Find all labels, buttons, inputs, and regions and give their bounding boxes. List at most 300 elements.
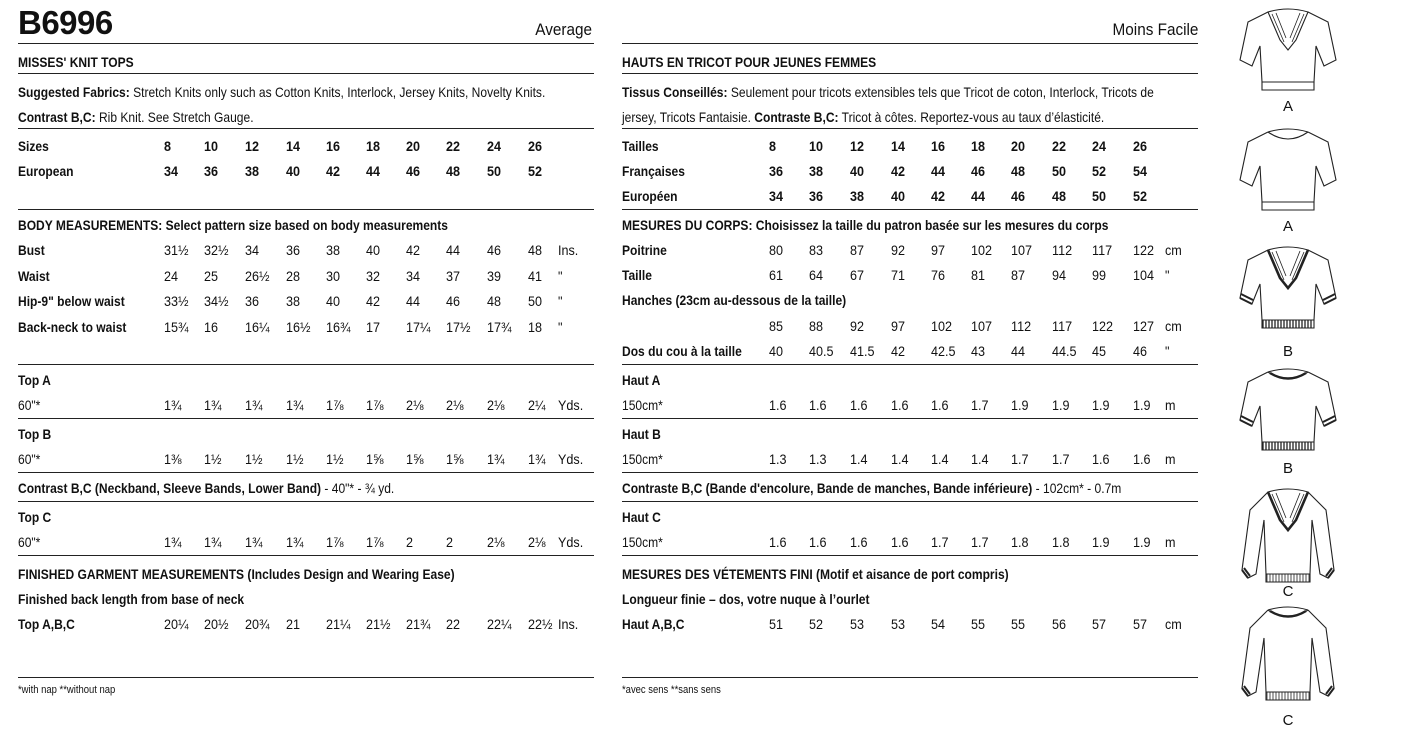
size-cell: 24 [487,138,502,154]
taille-mes-cell: 104 [1133,267,1155,283]
view-a-illustration [1238,122,1338,217]
hanches-cell: 85 [769,318,784,334]
top-b-cell: 1½ [245,451,263,467]
hanches-cell: 127 [1133,318,1155,334]
finished-cell: 20¾ [245,616,270,632]
body-cell: 36 [286,242,301,258]
poitrine-unit: cm [1165,242,1182,258]
european-label: European [18,163,74,179]
contrast-bc-en-text: - 40"* - ¾ yd. [321,480,395,496]
taille-cell: 12 [850,138,865,154]
poitrine-cell: 83 [809,242,824,258]
body-cell: 17¼ [406,318,431,335]
body-cell: 50 [528,293,543,309]
top-b-cell: 1¾ [487,451,505,467]
view-b-illustration [1238,362,1338,457]
divider-line [622,501,1198,502]
contrast-bc-en [18,480,394,496]
finished-fr-cell: 56 [1052,616,1067,632]
finished-cell: 22¼ [487,616,512,632]
finished-fr-cell: 57 [1092,616,1107,632]
body-cell: 48 [528,242,543,258]
body-cell: 32 [366,267,381,284]
finished-fr-cell: 57 [1133,616,1148,632]
taille-cell: 24 [1092,138,1107,154]
divider-line [622,128,1198,129]
finished-row-label: Top A,B,C [18,616,75,632]
divider-line [18,364,594,365]
francaise-size-cell: 42 [891,163,906,179]
haut-b-cell: 1.3 [809,451,827,467]
view-label: B [1282,343,1293,360]
european-size-cell: 42 [326,163,341,179]
dos-cell: 44.5 [1052,343,1077,359]
top-b-cell: 1½ [286,451,304,467]
taille-mes-cell: 76 [931,267,946,283]
top-b-unit: Yds. [558,451,584,467]
finished-row-label-fr: Haut A,B,C [622,616,685,632]
hanches-cell: 88 [809,318,824,334]
top-b-fabric: 60"* [18,451,41,467]
hanches-label: Hanches (23cm au-dessous de la taille) [622,292,847,308]
body-cell: 42 [366,293,381,309]
haut-b-cell: 1.6 [1133,451,1151,467]
divider-line [622,472,1198,473]
francaise-size-cell: 46 [971,163,986,179]
hanches-cell: 97 [891,318,906,334]
francaise-size-cell: 52 [1092,163,1107,179]
top-c-label: Top C [18,509,52,525]
tissus-conseilles-label: Tissus Conseillés: [622,84,728,100]
top-b-label: Top B [18,426,52,442]
dos-cell: 42.5 [931,343,956,359]
haut-b-cell: 1.4 [971,451,989,467]
hanches-cell: 117 [1052,318,1073,334]
top-c-fabric: 60"* [18,534,41,550]
haut-b-cell: 1.4 [931,451,949,467]
poitrine-cell: 80 [769,242,784,258]
european-size-cell: 34 [164,163,179,179]
europeen-size-cell: 46 [1011,188,1026,204]
body-cell: 42 [406,242,421,258]
taille-cell: 10 [809,138,824,154]
haut-a-cell: 1.6 [769,397,787,413]
body-cell: 36 [245,293,260,309]
divider-line [18,209,594,210]
body-cell: 34½ [204,293,229,309]
hanches-cell: 112 [1011,318,1032,334]
haut-c-cell: 1.6 [891,534,909,550]
taille-mes-cell: 71 [891,267,906,283]
top-b-cell: 1½ [326,451,344,467]
divider-line [18,555,594,556]
header-rule-fr [622,43,1198,44]
top-a-cell: 2⅛ [446,397,464,413]
body-cell: 28 [286,267,301,284]
top-c-cell: 1⅞ [366,534,384,550]
top-b-cell: 1⅜ [164,451,182,467]
size-cell: 14 [286,138,301,154]
poitrine-cell: 107 [1011,242,1033,258]
poitrine-cell: 117 [1092,242,1113,258]
suggested-fabrics-label: Suggested Fabrics: [18,84,130,100]
poitrine-cell: 92 [891,242,906,258]
contraste-fr [622,109,1104,125]
european-size-cell: 50 [487,163,502,179]
finished-unit: Ins. [558,616,579,632]
taille-mes-cell: 94 [1052,267,1067,283]
contraste-fr-text: Tricot à côtes. Reportez-vous au taux d’élasticité. [838,109,1105,125]
top-b-cell: 1⅝ [366,451,384,467]
dos-label: Dos du cou à la taille [622,343,742,359]
european-size-cell: 48 [446,163,461,179]
footnote-en: *with nap **without nap [18,684,116,696]
francaise-size-cell: 40 [850,163,865,179]
body-cell: 30 [326,267,341,284]
haut-a-fabric: 150cm* [622,397,663,413]
divider-line [622,555,1198,556]
haut-c-cell: 1.9 [1092,534,1110,550]
top-a-label: Top A [18,372,51,388]
poitrine-label: Poitrine [622,242,667,258]
top-c-cell: 1¾ [286,534,304,550]
body-cell: 16¾ [326,318,351,335]
body-cell: 25 [204,267,219,284]
finished-fr-cell: 53 [891,616,906,632]
divider-line [622,209,1198,210]
dos-cell: 43 [971,343,986,359]
taille-cell: 8 [769,138,777,154]
taille-mes-cell: 99 [1092,267,1107,283]
hanches-cell: 102 [931,318,953,334]
divider-line [18,677,594,678]
body-row-label: Hip-9" below waist [18,293,125,309]
body-cell: 40 [366,242,381,258]
european-size-cell: 44 [366,163,381,179]
top-a-cell: 1¾ [245,397,263,413]
finished-fr-cell: 55 [1011,616,1026,632]
body-cell: 34 [406,267,421,284]
european-size-cell: 40 [286,163,301,179]
poitrine-cell: 87 [850,242,865,258]
contrast-bc-fr [622,480,1121,496]
body-row-label: Back-neck to waist [18,318,127,335]
europeen-size-cell: 38 [850,188,865,204]
view-a-illustration [1238,2,1338,97]
europeen-size-cell: 52 [1133,188,1148,204]
size-cell: 20 [406,138,421,154]
francaise-size-cell: 50 [1052,163,1067,179]
view-label: C [1282,712,1294,729]
divider-line [622,677,1198,678]
haut-a-cell: 1.6 [809,397,827,413]
finished-cell: 21½ [366,616,391,632]
contrast-bc-en-label: Contrast B,C (Neckband, Sleeve Bands, Lower Band) [18,480,322,496]
divider-line [18,128,594,129]
footnote-fr: *avec sens **sans sens [622,684,721,696]
difficulty-level-fr: Moins Facile [1112,20,1198,39]
body-cell: 44 [446,242,461,258]
size-cell: 10 [204,138,219,154]
haut-c-cell: 1.7 [931,534,949,550]
taille-cell: 20 [1011,138,1026,154]
body-cell: 17 [366,318,381,335]
divider-line [18,73,594,74]
haut-c-cell: 1.8 [1052,534,1070,550]
tissus-conseilles-text: Seulement pour tricots extensibles tels que Tricot de coton, Interlock, Tricots de [727,84,1154,100]
top-c-cell: 2⅛ [528,534,546,550]
francaise-size-cell: 48 [1011,163,1026,179]
europeen-size-cell: 36 [809,188,824,204]
haut-a-cell: 1.6 [891,397,909,413]
dos-cell: 46 [1133,343,1148,359]
finished-cell: 21¾ [406,616,431,632]
body-unit: " [558,293,563,309]
hanches-unit: cm [1165,318,1182,334]
view-label: C [1282,583,1294,600]
haut-c-cell: 1.7 [971,534,989,550]
view-c-illustration [1238,482,1338,594]
top-c-cell: 1⅞ [326,534,344,550]
top-b-cell: 1⅝ [446,451,464,467]
haut-c-cell: 1.6 [850,534,868,550]
haut-b-cell: 1.3 [769,451,787,467]
finished-sub-fr: Longueur finie – dos, votre nuque à l’ourlet [622,591,870,607]
francaises-label: Françaises [622,163,685,179]
body-cell: 26½ [245,267,270,284]
taille-cell: 16 [931,138,946,154]
contrast-fabrics [18,109,254,125]
european-size-cell: 46 [406,163,421,179]
top-c-unit: Yds. [558,534,584,550]
body-cell: 48 [487,293,502,309]
body-cell: 41 [528,267,543,284]
finished-cell: 21 [286,616,301,632]
top-a-cell: 2⅛ [406,397,424,413]
top-c-cell: 2 [406,534,414,550]
poitrine-cell: 112 [1052,242,1073,258]
haut-b-label: Haut B [622,426,661,442]
haut-a-label: Haut A [622,372,661,388]
taille-mes-cell: 61 [769,267,784,283]
haut-c-unit: m [1165,534,1176,550]
top-c-cell: 1¾ [164,534,182,550]
divider-line [18,418,594,419]
european-size-cell: 52 [528,163,543,179]
european-size-cell: 38 [245,163,260,179]
europeen-label: Européen [622,188,678,204]
finished-cell: 21¼ [326,616,351,632]
divider-line [622,73,1198,74]
divider-line [18,472,594,473]
taille-cell: 26 [1133,138,1148,154]
finished-fr-unit: cm [1165,616,1182,632]
dos-cell: 40 [769,343,784,359]
haut-a-cell: 1.9 [1092,397,1110,413]
haut-b-cell: 1.7 [1011,451,1029,467]
size-cell: 18 [366,138,381,154]
top-b-cell: 1¾ [528,451,546,467]
finished-fr-cell: 53 [850,616,865,632]
europeen-size-cell: 40 [891,188,906,204]
top-a-cell: 2⅛ [487,397,505,413]
taille-mes-cell: 81 [971,267,986,283]
body-cell: 34 [245,242,260,258]
top-b-cell: 1½ [204,451,222,467]
body-cell: 38 [286,293,301,309]
body-cell: 17¾ [487,318,512,335]
contrast-fabrics-text: Rib Knit. See Stretch Gauge. [95,109,254,125]
taille-label: Taille [622,267,652,283]
finished-fr-cell: 54 [931,616,946,632]
hanches-cell: 92 [850,318,865,334]
poitrine-cell: 122 [1133,242,1155,258]
top-a-cell: 1¾ [204,397,222,413]
taille-mes-cell: 64 [809,267,824,283]
finished-fr-cell: 51 [769,616,784,632]
body-cell: 37 [446,267,461,284]
haut-b-fabric: 150cm* [622,451,663,467]
poitrine-cell: 97 [931,242,946,258]
hanches-cell: 122 [1092,318,1114,334]
tissus-conseilles [622,84,1154,100]
tissus-conseilles-text-2: jersey, Tricots Fantaisie. [622,109,755,125]
dos-cell: 41.5 [850,343,875,359]
top-a-cell: 2¼ [528,397,546,413]
dos-cell: 44 [1011,343,1026,359]
divider-line [18,501,594,502]
sizes-label: Sizes [18,138,49,154]
haut-c-fabric: 150cm* [622,534,663,550]
body-row-label: Bust [18,242,45,258]
top-c-cell: 2 [446,534,454,550]
body-cell: 39 [487,267,502,284]
haut-c-cell: 1.8 [1011,534,1029,550]
haut-a-cell: 1.9 [1052,397,1070,413]
body-cell: 15¾ [164,318,189,335]
body-cell: 24 [164,267,179,284]
haut-a-cell: 1.9 [1011,397,1029,413]
body-measurements-heading: BODY MEASUREMENTS: Select pattern size based on body measurements [18,217,448,233]
contraste-fr-label: Contraste B,C: [754,109,839,125]
haut-a-cell: 1.6 [931,397,949,413]
finished-fr-cell: 55 [971,616,986,632]
size-cell: 26 [528,138,543,154]
haut-a-cell: 1.6 [850,397,868,413]
body-cell: 31½ [164,242,189,258]
dos-cell: 45 [1092,343,1107,359]
taille-cell: 14 [891,138,906,154]
size-cell: 22 [446,138,461,154]
haut-c-cell: 1.9 [1133,534,1151,550]
body-cell: 17½ [446,318,471,335]
body-cell: 33½ [164,293,189,309]
divider-line [622,418,1198,419]
europeen-size-cell: 50 [1092,188,1107,204]
top-c-cell: 2⅛ [487,534,505,550]
header-rule-en [18,43,594,44]
body-row-label: Waist [18,267,50,284]
european-size-cell: 36 [204,163,219,179]
francaise-size-cell: 38 [809,163,824,179]
finished-cell: 20¼ [164,616,189,632]
europeen-size-cell: 42 [931,188,946,204]
body-unit: " [558,267,563,284]
size-cell: 8 [164,138,172,154]
europeen-size-cell: 48 [1052,188,1067,204]
haut-b-cell: 1.7 [1052,451,1070,467]
taille-cell: 18 [971,138,986,154]
finished-fr-cell: 52 [809,616,824,632]
contrast-fabrics-label: Contrast B,C: [18,109,96,125]
haut-a-unit: m [1165,397,1176,413]
poitrine-cell: 102 [971,242,993,258]
body-cell: 18 [528,318,543,335]
top-a-cell: 1⅞ [326,397,344,413]
divider-line [622,364,1198,365]
top-a-fabric: 60"* [18,397,41,413]
francaise-size-cell: 44 [931,163,946,179]
haut-a-cell: 1.9 [1133,397,1151,413]
suggested-fabrics [18,84,545,100]
haut-b-cell: 1.6 [1092,451,1110,467]
finished-cell: 20½ [204,616,229,632]
body-cell: 16½ [286,318,311,335]
contrast-bc-fr-text: - 102cm* - 0.7m [1032,480,1122,496]
section-title-fr: HAUTS EN TRICOT POUR JEUNES FEMMES [622,54,877,70]
body-cell: 16 [204,318,219,335]
taille-mes-unit: " [1165,267,1170,283]
francaise-size-cell: 54 [1133,163,1148,179]
finished-heading-en: FINISHED GARMENT MEASUREMENTS (Includes Design and Wearing Ease) [18,566,455,582]
view-b-illustration [1238,240,1338,335]
pattern-number: B6996 [18,4,113,41]
view-label: A [1282,218,1293,235]
finished-sub-en: Finished back length from base of neck [18,591,245,607]
body-cell: 32½ [204,242,229,258]
top-c-cell: 1¾ [204,534,222,550]
size-cell: 12 [245,138,260,154]
view-label: B [1282,460,1293,477]
finished-heading-fr: MESURES DES VÉTEMENTS FINI (Motif et aisance de port compris) [622,566,1009,582]
body-cell: 46 [487,242,502,258]
body-unit: " [558,318,563,335]
haut-b-unit: m [1165,451,1176,467]
haut-b-cell: 1.4 [850,451,868,467]
tailles-label: Tailles [622,138,659,154]
europeen-size-cell: 44 [971,188,986,204]
body-cell: 38 [326,242,341,258]
body-cell: 44 [406,293,421,309]
top-a-cell: 1¾ [286,397,304,413]
taille-mes-cell: 87 [1011,267,1026,283]
haut-a-cell: 1.7 [971,397,989,413]
view-label: A [1282,98,1293,115]
dos-unit: " [1165,343,1170,359]
section-title-en: MISSES' KNIT TOPS [18,54,134,70]
haut-c-cell: 1.6 [809,534,827,550]
body-cell: 40 [326,293,341,309]
contrast-bc-fr-label: Contraste B,C (Bande d'encolure, Bande de manches, Bande inférieure) [622,480,1033,496]
top-b-cell: 1⅝ [406,451,424,467]
top-a-unit: Yds. [558,397,584,413]
size-cell: 16 [326,138,341,154]
finished-cell: 22 [446,616,461,632]
francaise-size-cell: 36 [769,163,784,179]
mesures-heading: MESURES DU CORPS: Choisissez la taille du patron basée sur les mesures du corps [622,217,1109,233]
top-c-cell: 1¾ [245,534,263,550]
dos-cell: 40.5 [809,343,834,359]
